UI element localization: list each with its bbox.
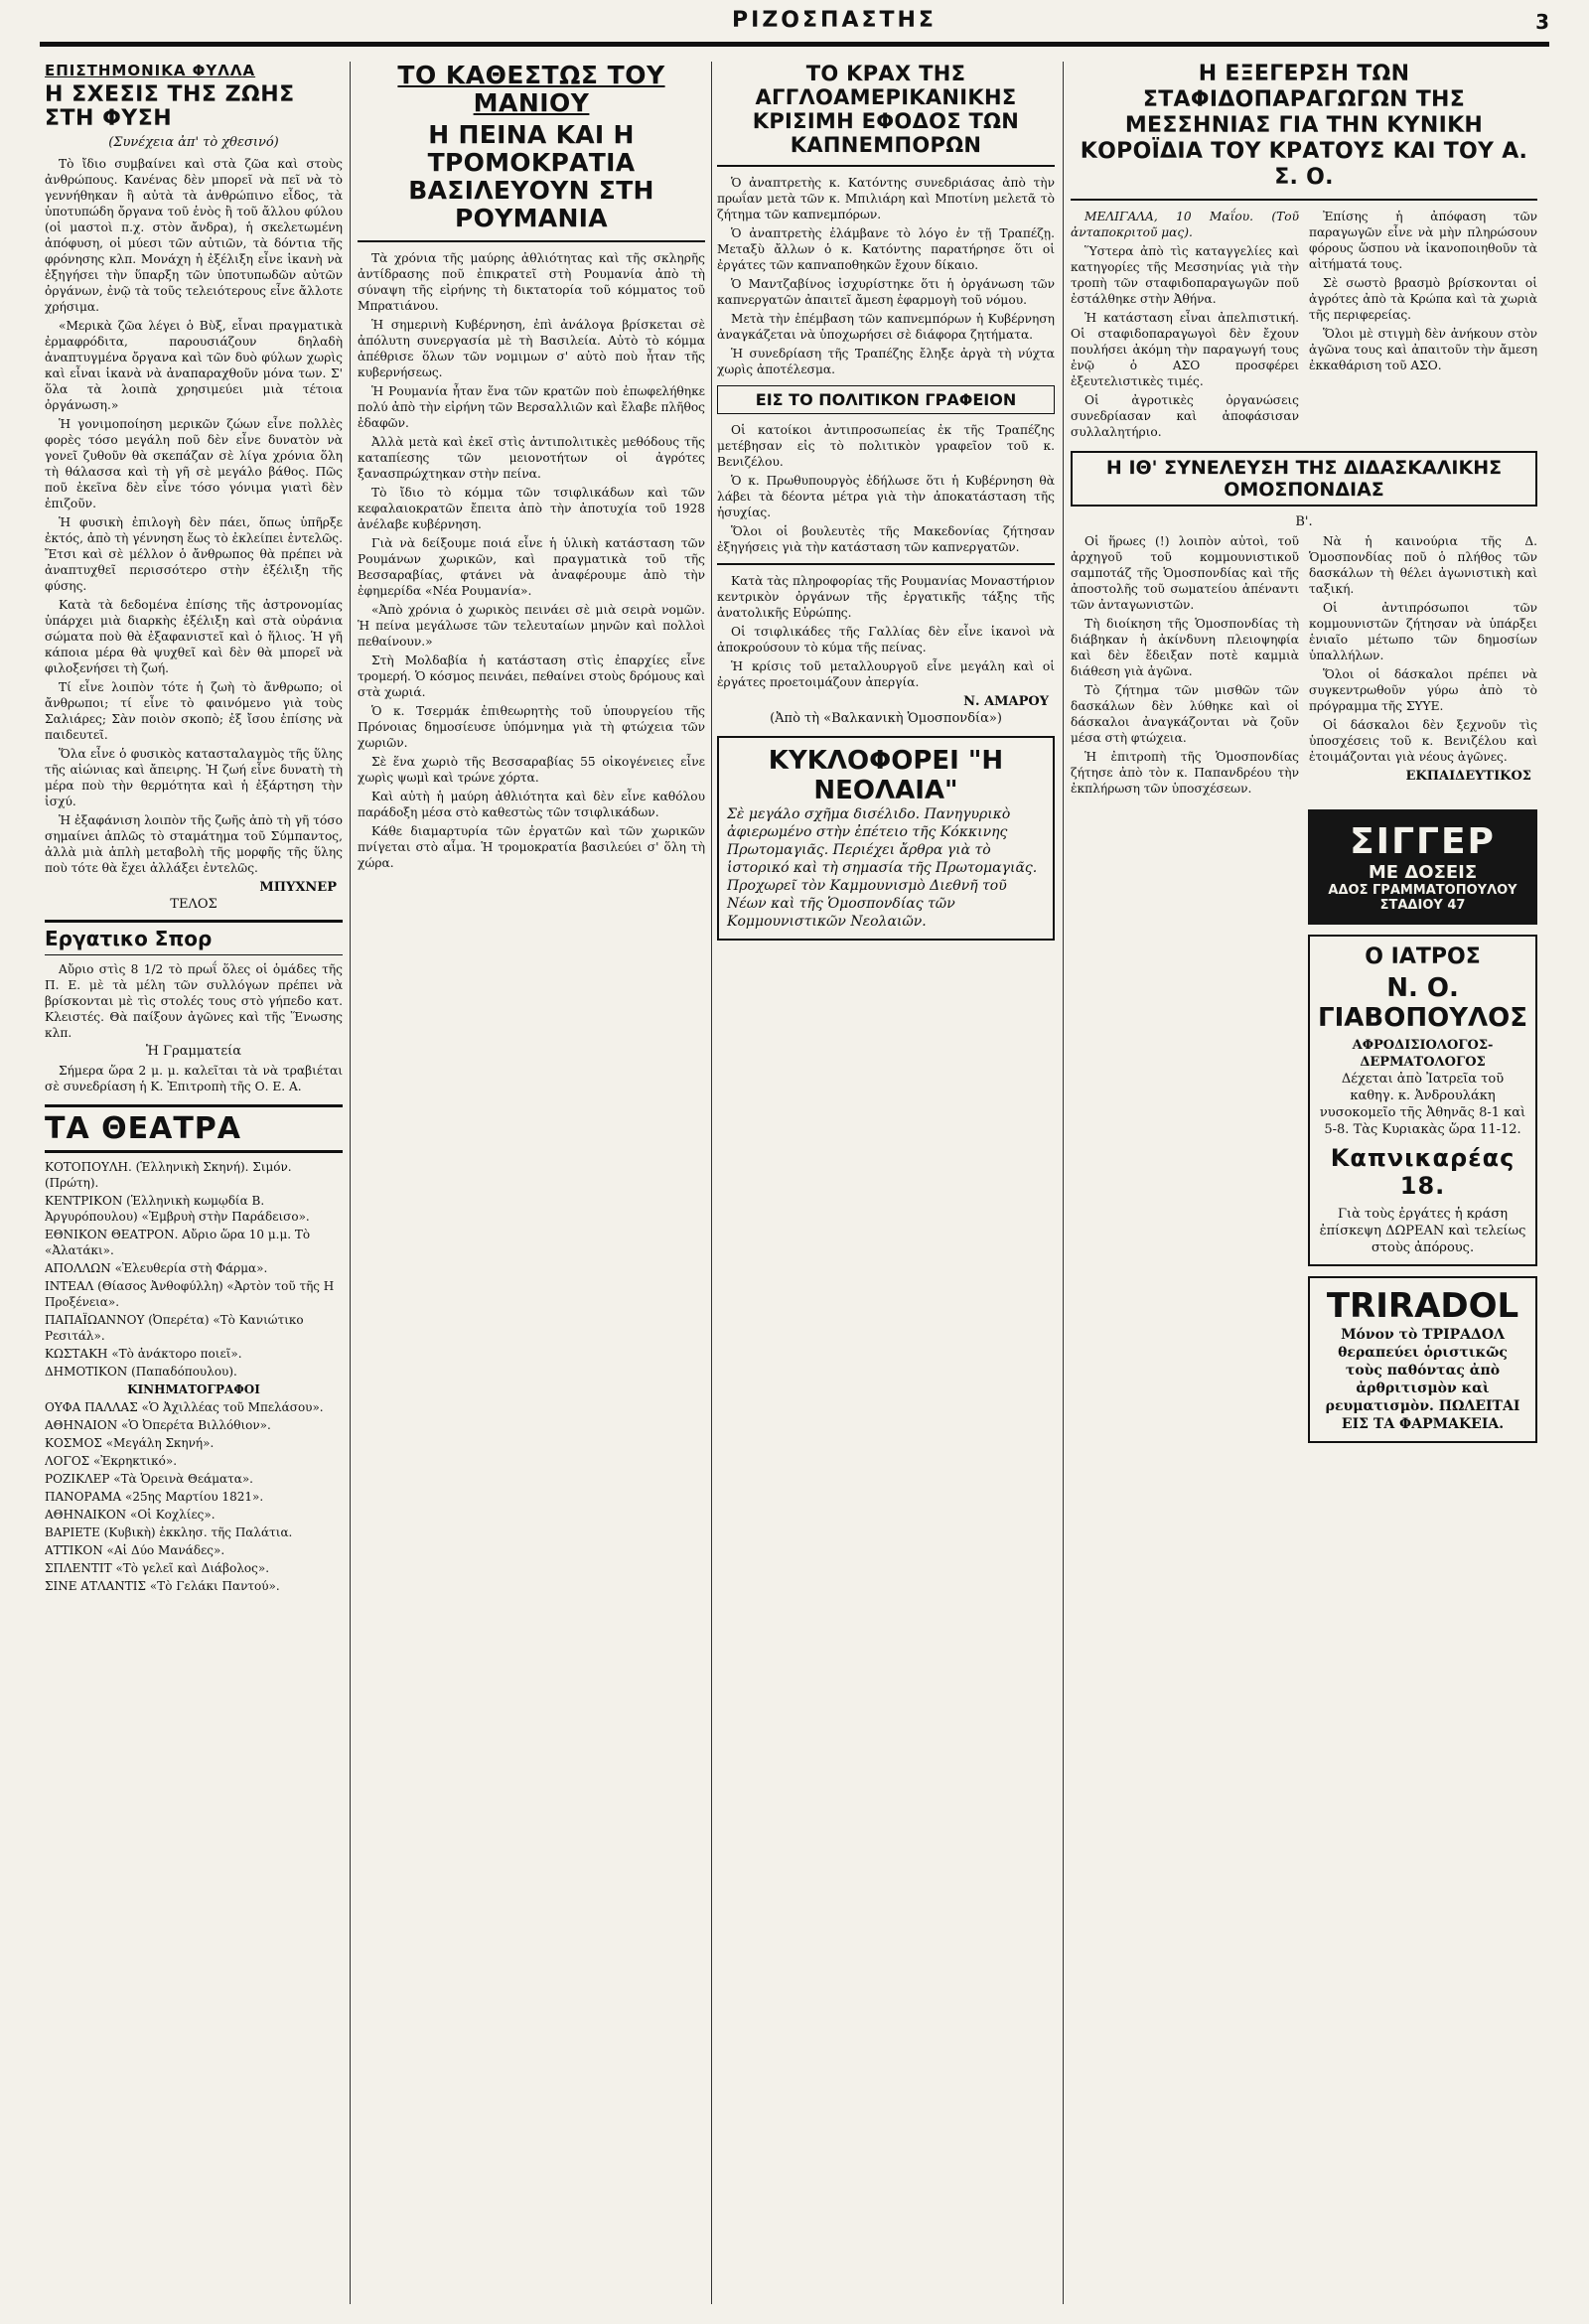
article-paragraph: Ἡ σημερινὴ Κυβέρνηση, ἐπὶ ἀνάλογα βρίσκεται σὲ ἀπόλυτη συνεργασία μὲ τὴ Βασιλεία. Αὐτὸ τὸ κόμμα ἀπέθρισε ὅλων τῶν νομιμων σ' αὐτὸ ποὺ ἦταν τῆς κυβερνήσεως. xyxy=(358,318,705,379)
article-paragraph: Οἱ δάσκαλοι δὲν ξεχνοῦν τὶς ὑποσχέσεις τοῦ κ. Βενιζέλου καὶ ἐτοιμάζονται γιὰ νέους ἀγῶνες. xyxy=(1309,718,1537,764)
theatre-listing: ΣΠΛΕΝΤΙΤ «Τὸ γελεῖ καὶ Διάβολος». xyxy=(45,1561,270,1575)
masthead-title: ΡΙΖΟΣΠΑΣΤΗΣ xyxy=(732,8,937,33)
doctor-ad-hours: Δέχεται ἀπὸ Ἰατρεῖα τοῦ καθηγ. κ. Ἀνδρουλάκη νυσοκομεῖο τῆς Ἀθηνᾶς 8-1 καὶ 5-8. Τὰς Κυριακὰς ὥρα 11-12. xyxy=(1319,1072,1526,1137)
theatre-listing: ΑΘΗΝΑΙΚΟΝ «Οἱ Κοχλίες». xyxy=(45,1508,216,1522)
end-mark: ΤΕΛΟΣ xyxy=(170,897,217,912)
triradol-ad-body: Μόνον τὸ ΤΡΙΡΑΔΟΛ θεραπεύει ὁριστικῶς τοὺς παθόντας ἀπὸ ἀρθριτισμὸν καὶ ρευματισμὸν. ΠΩΛΕΙΤΑΙ ΕΙΣ ΤΑ ΦΑΡΜΑΚΕΙΑ. xyxy=(1325,1327,1520,1432)
column-2 xyxy=(358,62,705,2304)
article-paragraph: Οἱ ἀγροτικὲς ὀργανώσεις συνεδρίασαν καὶ ἀποφάσισαν συλλαλητήριο. xyxy=(1071,393,1299,439)
box-heading: ΕΙΣ ΤΟ ΠΟΛΙΤΙΚΟΝ ΓΡΑΦΕΙΟΝ xyxy=(717,385,1055,414)
article-paragraph: Ὅλοι μὲ στιγμὴ δὲν ἀνήκουν στὸν ἀγῶνα τους καὶ ἀπαιτοῦν τὴν ἄμεση ἐκκαθάριση τοῦ ΑΣΟ. xyxy=(1309,327,1537,372)
article-paragraph: Ἐπίσης ἡ ἀπόφαση τῶν παραγωγῶν εἶνε νὰ μὴν πληρώσουν φόρους ὥσπου νὰ ἱκανοποιηθοῦν τὰ αἰτήματά τους. xyxy=(1309,210,1537,271)
article-paragraph: Ὅλα εἶνε ὁ φυσικὸς κατασταλαγμὸς τῆς ὕλης τῆς αἰώνιας καὶ ἄπειρης. Ἡ ζωή εἶνε δυνατὴ τὴ μέρα ποὺ τὴν θερμότητα καὶ ἡ ἐξάρτηση τὴν ἰσχύ. xyxy=(45,747,343,808)
theatres-title: ΤΑ ΘΕΑΤΡΑ xyxy=(45,1104,343,1153)
column-divider xyxy=(711,62,712,2304)
column-divider xyxy=(350,62,351,2304)
sport-paragraph: Σήμερα ὥρα 2 μ. μ. καλεῖται τὰ νὰ τραβιέται σὲ συνεδρίαση ἡ Κ. Ἐπιτροπὴ τῆς Ο. Ε. Α. xyxy=(45,1064,343,1093)
doctor-ad-note: Γιὰ τοὺς ἐργάτες ἡ κράση ἐπίσκεψη ΔΩΡΕΑΝ καὶ τελείως στοὺς ἀπόρους. xyxy=(1319,1207,1526,1255)
article-paragraph: Τὸ ζήτημα τῶν μισθῶν τῶν δασκάλων δὲν λύθηκε καὶ οἱ δάσκαλοι ἀναγκάζονται νὰ ζοῦν μέσα στὴ φτώχεια. xyxy=(1071,683,1299,745)
theatre-listing: ΑΤΤΙΚΟΝ «Αἱ Δύο Μανάδες». xyxy=(45,1543,225,1557)
column-1 xyxy=(45,62,343,2304)
ads-block xyxy=(1071,799,1537,1453)
singer-ad-address: ΣΤΑΔΙΟΥ 47 xyxy=(1379,898,1466,913)
subcolumn-left xyxy=(1071,209,1299,443)
subcolumn-left xyxy=(1071,533,1299,799)
triradol-ad xyxy=(1308,1276,1537,1443)
triradol-ad-title: TRIRADOL xyxy=(1326,1286,1519,1326)
article-paragraph: Τὴ διοίκηση τῆς Ὁμοσπονδίας τὴ διάβηκαν ἡ ἀκίνδυνη πλειοψηφία καὶ δὲν ἔδειξαν ποτὲ καμμιὰ διάθεση γιὰ ἀγῶνα. xyxy=(1071,617,1299,678)
article-paragraph: Σὲ ἕνα χωριὸ τῆς Βεσσαραβίας 55 οἰκογένειες εἶνε χωρὶς ψωμὶ καὶ τρώνε χόρτα. xyxy=(358,755,705,785)
article-paragraph: Μετὰ τὴν ἐπέμβαση τῶν καπνεμπόρων ἡ Κυβέρνηση ἀναγκάζεται νὰ ὑποχωρήσει σὲ διάφορα ζητήματα. xyxy=(717,312,1055,342)
top-rule xyxy=(40,46,1549,47)
article-paragraph: Κατὰ τὰς πληροφορίας τῆς Ρουμανίας Μοναστήριον κεντρικὸν ὀργάνων τῆς ἐργατικῆς τάξης τῆς ἀνατολικῆς Εὐρώπης. xyxy=(717,574,1055,620)
neolaia-ad-title: ΚΥΚΛΟΦΟΡΕΙ "Η ΝΕΟΛΑΙΑ" xyxy=(768,746,1004,805)
sub-headline: Η ΙΘ' ΣΥΝΕΛΕΥΣΗ ΤΗΣ ΔΙΔΑΣΚΑΛΙΚΗΣ ΟΜΟΣΠΟΝΔΙΑΣ xyxy=(1071,451,1537,507)
article-paragraph: Ὁ Μαντζαβίνος ἰσχυρίστηκε ὅτι ἡ ὀργάνωση τῶν καπνεργατῶν ἀπαιτεῖ ἄμεση ἐφαρμογὴ τοῦ νόμου. xyxy=(717,277,1055,307)
theatre-listing: ΚΟΣΜΟΣ «Μεγάλη Σκηνή». xyxy=(45,1436,215,1450)
sport-section-title: Εργατικο Σπορ xyxy=(45,920,343,955)
theatre-listing: ΡΟΖΙΚΛΕΡ «Τὰ Ὁρεινὰ Θεάματα». xyxy=(45,1472,253,1486)
doctor-ad-name: Ν. Ο. ΓΙΑΒΟΠΟΥΛΟΣ xyxy=(1318,973,1528,1033)
article-paragraph: Ὁ κ. Τσερμάκ ἐπιθεωρητὴς τοῦ ὑπουργείου τῆς Πρόνοιας δημοσίευσε ὑπόμνημα γιὰ τὴ φτώχεια τῶν χωριῶν. xyxy=(358,704,705,750)
subcolumn-right xyxy=(1309,209,1537,443)
theatre-listing: ΕΘΝΙΚΟΝ ΘΕΑΤΡΟΝ. Αὔριο ὥρα 10 μ.μ. Τὸ «Ἀλατάκι». xyxy=(45,1228,311,1257)
theatre-listing: ΠΑΠΑΪΩΑΝΝΟΥ (Ὀπερέτα) «Τὸ Κανιώτικο Ρεσιτάλ». xyxy=(45,1313,304,1343)
article-paragraph: Ὕστερα ἀπὸ τὶς καταγγελίες καὶ κατηγορίες τῆς Μεσσηνίας γιὰ τὴν τροπὴ τῶν σταφιδοπαραγωγῶν ποῦ ἐστάλθηκε στὴν Ἀθήνα. xyxy=(1071,244,1299,306)
article-headline: Η ΣΧΕΣΙΣ ΤΗΣ ΖΩΗΣ ΣΤΗ ΦΥΣΗ xyxy=(45,82,295,131)
article-paragraph: Οἱ τσιφλικάδες τῆς Γαλλίας δὲν εἶνε ἱκανοὶ νὰ ἀποκρούσουν τὸ κύμα τῆς πείνας. xyxy=(717,625,1055,654)
divider xyxy=(358,240,705,242)
dateline: ΜΕΛΙΓΑΛΑ, 10 Μαΐου. (Τοῦ ἀνταποκριτοῦ μας). xyxy=(1071,210,1299,239)
article-kicker: ΤΟ ΚΑΘΕΣΤΩΣ ΤΟΥ ΜΑΝΙΟΥ xyxy=(397,62,665,117)
article-paragraph: Καὶ αὐτὴ ἡ μαύρη ἀθλιότητα καὶ δὲν εἶνε καθόλου παράδοξη μέσα στὸ καθεστὼς τῶν τσιφλικάδων. xyxy=(358,790,705,819)
article-paragraph: «Ἀπὸ χρόνια ὁ χωρικὸς πεινάει σὲ μιὰ σειρὰ νομῶν. Ἡ πείνα μεγάλωσε τῶν τελευταίων μηνῶν καὶ πολλοὶ πεθαίνουν.» xyxy=(358,603,705,649)
singer-ad-title: ΣΙΓΓΕΡ xyxy=(1350,821,1496,862)
singer-ad xyxy=(1308,809,1537,925)
page-number: 3 xyxy=(1535,10,1549,34)
article-paragraph: Ἡ κρίσις τοῦ μεταλλουργοῦ εἶνε μεγάλη καὶ οἱ ἐργάτες προετοιμάζουν ἀπεργία. xyxy=(717,659,1055,689)
theatre-listing: ΣΙΝΕ ΑΤΛΑΝΤΙΣ «Τὸ Γελάκι Παντού». xyxy=(45,1579,280,1593)
article-signature: ΕΚΠΑΙΔΕΥΤΙΚΟΣ xyxy=(1405,769,1531,784)
article-paragraph: «Μερικὰ ζῶα λέγει ὁ Βὺξ, εἶναι πραγματικὰ ἐρμαφρόδιτα, παρουσιάζουν δηλαδὴ ἀναπτυγμένα ὄργανα καὶ τῶν δυὸ φύλων χωρὶς καὶ εἶναι ἱκανὰ νὰ ἀναπαραχθοῦν μόνα των. Σ' ὅλα τὰ λοιπὰ χρησιμεύει μιὰ τέτοια ὀργάνωση.» xyxy=(45,319,343,412)
theatre-listing: ΙΝΤΕΑΛ (Θίασος Ἀνθοφύλλη) «Ἀρτὸν τοῦ τῆς Η Προξένεια». xyxy=(45,1279,335,1309)
article-paragraph: Τί εἶνε λοιπὸν τότε ἡ ζωὴ τὸ ἄνθρωπο; οἱ ἄνθρωποι; τί εἶνε τὸ φαινόμενο γιὰ τοὺς Σαλιάρες; Σὰν ποιὸν σκοπὸ; ἐξ ἴσου ἐπίσης νὰ παιδευτεῖ. xyxy=(45,680,343,742)
sub-number: Β'. xyxy=(1295,514,1313,529)
theatre-listing: ΚΕΝΤΡΙΚΟΝ (Ἑλληνικὴ κωμῳδία Β. Ἀργυρόπουλου) «Ἐμβρυὴ στὴν Παράδεισο». xyxy=(45,1194,310,1224)
article-headline: ΤΟ ΚΡΑΧ ΤΗΣ ΑΓΓΛΟΑΜΕΡΙΚΑΝΙΚΗΣ ΚΡΙΣΙΜΗ ΕΦΟΔΟΣ ΤΩΝ ΚΑΠΝΕΜΠΟΡΩΝ xyxy=(752,62,1020,157)
article-paragraph: Ἡ γονιμοποίηση μερικῶν ζώων εἶνε πολλὲς φορὲς τόσο μεγάλη ποῦ δὲν εἶνε δυνατὸν νὰ γονεῖ ζυθοῦν θὰ σκεπάζαν σὲ λίγα χρόνια ὅλη τὴ θάλασσα καὶ τὴ γῆ σὲ μεγάλο βάθος. Πῶς ποῦ ἐκεῖνα δὲν εἶνε τόσο γόνιμα γιατὶ δὲν ἐπιζοῦν. xyxy=(45,417,343,510)
article-paragraph: Ἡ συνεδρίαση τῆς Τραπέζης ἔληξε ἀργὰ τὴ νύχτα χωρὶς ἀποτέλεσμα. xyxy=(717,347,1055,376)
theatre-listing: ΛΟΓΟΣ «Ἐκρηκτικό». xyxy=(45,1454,178,1468)
divider xyxy=(1071,199,1537,201)
theatre-listing: ΚΟΤΟΠΟΥΛΗ. (Ἑλληνικὴ Σκηνή). Σιμόν. (Πρώτη). xyxy=(45,1160,292,1190)
doctor-ad xyxy=(1308,935,1537,1266)
theatre-listing: ΑΘΗΝΑΙΟΝ «Ὁ Ὀπερέτα Βιλλόθιον». xyxy=(45,1418,271,1432)
subcolumn-right xyxy=(1309,533,1537,799)
ads-right xyxy=(1308,799,1537,1453)
two-column-block xyxy=(1071,209,1537,443)
article-source: (Ἀπὸ τὴ «Βαλκανικὴ Ὁμοσπονδία») xyxy=(770,711,1002,726)
article-subhead: (Συνέχεια ἀπ' τὸ χθεσινό) xyxy=(108,135,279,150)
article-paragraph: Κάθε διαμαρτυρία τῶν ἐργατῶν καὶ τῶν χωρικῶν πνίγεται στὸ αἷμα. Ἡ τρομοκρατία βασιλεύει σ' ὅλη τὴ χώρα. xyxy=(358,824,705,870)
column-divider xyxy=(1063,62,1064,2304)
singer-ad-terms: ΜΕ ΔΟΣΕΙΣ xyxy=(1368,862,1478,883)
article-paragraph: Ἡ ἐξαφάνιση λοιπὸν τῆς ζωῆς ἀπὸ τὴ γῆ τόσο σημαίνει ἁπλῶς τὸ σταμάτημα τοῦ Σύμπαντος, ἀλλὰ μιὰ ἁπλὴ μεταβολὴ τῆς μορφῆς τῆς ὕλης ποὺ τότε θὰ ἔχει ἀλλάξει ἐντελῶς. xyxy=(45,813,343,875)
article-paragraph: Στὴ Μολδαβία ἡ κατάσταση στὶς ἐπαρχίες εἶνε τρομερή. Ὁ κόσμος πεινάει, πεθαίνει στοὺς δρόμους καὶ στὰ χωριά. xyxy=(358,654,705,699)
article-headline: Η ΕΞΕΓΕΡΣΗ ΤΩΝ ΣΤΑΦΙΔΟΠΑΡΑΓΩΓΩΝ ΤΗΣ ΜΕΣΣΗΝΙΑΣ ΓΙΑ ΤΗΝ ΚΥΝΙΚΗ ΚΟΡΟΪΔΙΑ ΤΟΥ ΚΡΑΤΟΥΣ ΚΑΙ ΤΟΥ Α. Σ. Ο. xyxy=(1080,62,1528,190)
article-paragraph: Ὁ ἀναπτρετὴς κ. Κατόντης συνεδριάσας ἀπὸ τὴν πρωΐαν μετὰ τῶν κ. Μπιλιάρη καὶ Μποτίνη μελετᾶ τὸ ζήτημα τῶν καπνεμπόρων. xyxy=(717,176,1055,221)
column-3 xyxy=(717,62,1055,2304)
sport-signature: Ἡ Γραμματεία xyxy=(146,1044,241,1059)
divider xyxy=(717,563,1055,565)
ads-left xyxy=(1071,799,1298,1453)
article-paragraph: Γιὰ νὰ δείξουμε ποιά εἶνε ἡ ὑλικὴ κατάσταση τῶν Ρουμάνων χωρικῶν, καὶ πραγματικὰ τοῦ τῆς Βεσσαραβίας, φτάνει νὰ ἀναφέρουμε ἀπὸ τὴν ἐφημερίδα «Νέα Ρουμανία». xyxy=(358,536,705,598)
section-kicker: ΕΠΙΣΤΗΜΟΝΙΚΑ ΦΥΛΛΑ xyxy=(45,62,256,79)
divider xyxy=(717,165,1055,167)
doctor-ad-address: Καπνικαρέας 18. xyxy=(1330,1144,1516,1200)
column-4 xyxy=(1071,62,1537,2304)
article-signature: ΜΠΥΧΝΕΡ xyxy=(259,880,337,895)
theatre-listing: ΠΑΝΟΡΑΜΑ «25ης Μαρτίου 1821». xyxy=(45,1490,264,1504)
article-paragraph: Τὸ ἴδιο συμβαίνει καὶ στὰ ζῶα καὶ στοὺς ἀνθρώπους. Κανένας δὲν μπορεῖ νὰ πεῖ νὰ τὸ γεννήθηκαν ἢ αὐτὰ τὰ ἀνθρώπινο εἶδος, τὰ ὑποτυπώδη ὄργανα τοῦ ἑνὸς ἢ τοῦ ἄλλου φύλου (οἱ μαστοὶ π.χ. στὸν ἄνδρα), ἡ σκελετωμένη ἀπόφυση, οἱ μύεσι τῶν αὐτιῶν, τὰ δόντια τῆς φρόνησης κλπ. Μονάχη ἡ ἐξέλιξη εἶνε ἱκανὴ νὰ ἐξηγήσει τὴν ὕπαρξη τῶν ὑποτυπωδῶν αὐτῶν ὀργάνων, ἐνῷ τὰ τοῦς τελειότερους εἶνε ἄλλοτε χρήσιμα. xyxy=(45,157,343,314)
article-paragraph: Ὁ ἀναπτρετὴς ἐλάμβανε τὸ λόγο ἐν τῇ Τραπέζῃ. Μεταξὺ ἄλλων ὁ κ. Κατόντης παρατήρησε ὅτι οἱ ἐργάτες τῶν καπναποθηκῶν ἔχουν δίκαιο. xyxy=(717,226,1055,272)
article-paragraph: Ὅλοι οἱ δάσκαλοι πρέπει νὰ συγκεντρωθοῦν γύρω ἀπὸ τὸ πρόγραμμα τῆς ΣΥΥΕ. xyxy=(1309,667,1537,713)
article-paragraph: Σὲ σωστὸ βρασμὸ βρίσκονται οἱ ἀγρότες ἀπὸ τὰ Κρώπα καὶ τὰ χωριὰ τῆς περιφερείας. xyxy=(1309,276,1537,322)
sport-paragraph: Αὔριο στὶς 8 1/2 τὸ πρωΐ ὅλες οἱ ὁμάδες τῆς Π. Ε. μὲ τὰ μέλη τῶν συλλόγων πρέπει νὰ βρίσκονται μὲ τὶς στολές τους στὸ γήπεδο κατ. Κλειστές. Θὰ παίξουν ἀγῶνες καὶ τῆς Ἕνωσης κλπ. xyxy=(45,962,343,1040)
article-paragraph: Ἡ κατάσταση εἶναι ἀπελπιστική. Οἱ σταφιδοπαραγωγοὶ δὲν ἔχουν πουλήσει ἀκόμη τὴν παραγωγή τους ἐνῷ ὁ ΑΣΟ προσφέρει ἐξευτελιστικὲς τιμές. xyxy=(1071,311,1299,388)
singer-ad-dealer: ΑΔΟΣ ΓΡΑΜΜΑΤΟΠΟΥΛΟΥ xyxy=(1328,883,1517,898)
article-signature: Ν. ΑΜΑΡΟΥ xyxy=(963,694,1049,709)
neolaia-ad xyxy=(717,736,1055,941)
theatre-listing: ΟΥΦΑ ΠΑΛΛΑΣ «Ὁ Ἀχιλλέας τοῦ Μπελάσου». xyxy=(45,1400,324,1414)
doctor-ad-specialty: ΑΦΡΟΔΙΣΙΟΛΟΓΟΣ-ΔΕΡΜΑΤΟΛΟΓΟΣ xyxy=(1352,1038,1494,1070)
article-paragraph: Τὰ χρόνια τῆς μαύρης ἀθλιότητας καὶ τῆς σκληρῆς ἀντίδρασης ποῦ ἐπικρατεῖ στὴ Ρουμανία ἀπὸ τὴ σύναψη τῆς εἰρήνης τὴ δικτατορία τοῦ κόμματος τοῦ Μπρατιάνου. xyxy=(358,251,705,313)
article-paragraph: Κατὰ τὰ δεδομένα ἐπίσης τῆς ἀστρονομίας ὑπάρχει μιὰ διαρκὴς ἐξέλιξη καὶ στὰ οὐράνια σώματα ποὺ θὰ ἐξαφανιστεῖ καὶ ὁ ἥλιος. Ἡ γῆ κάποια μέρα θὰ ψυχθεῖ καὶ δὲν θὰ μπορεῖ νὰ φιλοξενήσει τὴ ζωή. xyxy=(45,598,343,675)
box-paragraph: Οἱ κατοίκοι ἀντιπροσωπείας ἐκ τῆς Τραπέζης μετέβησαν εἰς τὸ πολιτικὸν γραφεῖον τοῦ κ. Βενιζέλου. xyxy=(717,423,1055,469)
neolaia-ad-body: Σὲ μεγάλο σχῆμα δισέλιδο. Πανηγυρικὸ ἀφιερωμένο στὴν ἐπέτειο τῆς Κόκκινης Πρωτομαγιᾶς. Περιέχει ἄρθρα γιὰ τὸ ἱστορικό καὶ τὴ σημασία τῆς Πρωτομαγιᾶς. Προχωρεῖ τὸν Καμμουνισμὸ Διεθνῆ τοῦ Νέων καὶ τῆς Ὁμοσπονδίας τῶν Κομμουνιστικῶν Νεολαιῶν. xyxy=(727,806,1038,930)
article-paragraph: Νὰ ἡ καινούρια τῆς Δ. Ὁμοσπονδίας ποῦ ὁ πλήθος τῶν δασκάλων τὴ θέλει ἀγωνιστικὴ καὶ ταξική. xyxy=(1309,534,1537,596)
article-paragraph: Ἡ Ρουμανία ἦταν ἕνα τῶν κρατῶν ποὺ ἐπωφελήθηκε πολύ ἀπὸ τὴν εἰρήνη τῶν Βερσαλλιῶν καὶ ἔλαβε πλῆθος ἐδαφῶν. xyxy=(358,384,705,430)
box-paragraph: Ὁ κ. Πρωθυπουργὸς ἐδήλωσε ὅτι ἡ Κυβέρνηση θὰ λάβει τὰ δέοντα μέτρα γιὰ τὴν ἀποκατάσταση τῆς ἡσυχίας. xyxy=(717,474,1055,519)
article-paragraph: Ἀλλὰ μετὰ καὶ ἐκεῖ στὶς ἀντιπολιτικὲς μεθόδους τῆς καταπίεσης τῶν μειονοτήτων οἱ ἀγρότες ξανασπρώχτηκαν στὴν πείνα. xyxy=(358,435,705,481)
article-paragraph: Οἱ ἀντιπρόσωποι τῶν κομμουνιστῶν ζήτησαν νὰ ὑπάρξει ἑνιαῖο μέτωπο τῶν δημοσίων ὑπαλλήλων. xyxy=(1309,601,1537,662)
theatre-listing: ΑΠΟΛΛΩΝ «Ἐλευθερία στὴ Φάρμα». xyxy=(45,1261,268,1275)
theatre-listing: ΔΗΜΟΤΙΚΟΝ (Παπαδόπουλου). xyxy=(45,1365,237,1379)
box-paragraph: Ὅλοι οἱ βουλευτὲς τῆς Μακεδονίας ζήτησαν ἐξηγήσεις γιὰ τὴν κατάσταση τῶν καπνεργατῶν. xyxy=(717,524,1055,554)
article-paragraph: Ἡ ἐπιτροπὴ τῆς Ὁμοσπονδίας ζήτησε ἀπὸ τὸν κ. Παπανδρέου τὴν ἐκπλήρωση τῶν ὑποσχέσεων. xyxy=(1071,750,1299,796)
doctor-ad-title: Ο ΙΑΤΡΟΣ xyxy=(1365,944,1481,969)
theatre-listing: ΚΩΣΤΑΚΗ «Τὸ ἀνάκτορο ποιεῖ». xyxy=(45,1347,242,1361)
article-paragraph: Τὸ ἴδιο τὸ κόμμα τῶν τσιφλικάδων καὶ τῶν κεφαλαιοκρατῶν ἔπειτα ἀπὸ τὴν ἀποτυχία τοῦ 1928 ἀνέλαβε κυβέρνηση. xyxy=(358,486,705,531)
two-column-block xyxy=(1071,533,1537,799)
article-paragraph: Ἡ φυσικὴ ἐπιλογὴ δὲν πάει, ὅπως ὑπῆρξε ἐκτός, ἀπὸ τὴ γέννηση ἕως τὸ ἐκλείπει ἐντελῶς. Ἔτσι καὶ σὲ μέλλον ὁ ἄνθρωπος θὰ πρέπει νὰ ἀναπτυχθεῖ περισσότερο στὴν ἐξέλιξη τῆς φύσης. xyxy=(45,515,343,593)
article-paragraph: Οἱ ἥρωες (!) λοιπὸν αὐτοὶ, τοῦ ἀρχηγοῦ τοῦ κομμουνιστικοῦ σαμποτάζ τῆς Ὁμοσπονδίας καὶ τῆς ἀποστολῆς τοῦ σωματείου ἀπέναντι τῶν ἀνταγωνιστῶν. xyxy=(1071,534,1299,612)
masthead xyxy=(40,8,1549,46)
theatre-listing: ΒΑΡΙΕΤΕ (Κυβικὴ) ἐκκλησ. τῆς Παλάτια. xyxy=(45,1525,293,1539)
cinema-heading: ΚΙΝΗΜΑΤΟΓΡΑΦΟΙ xyxy=(127,1382,260,1396)
article-headline: Η ΠΕΙΝΑ ΚΑΙ Η ΤΡΟΜΟΚΡΑΤΙΑ ΒΑΣΙΛΕΥΟΥΝ ΣΤΗ ΡΟΥΜΑΝΙΑ xyxy=(408,120,654,232)
